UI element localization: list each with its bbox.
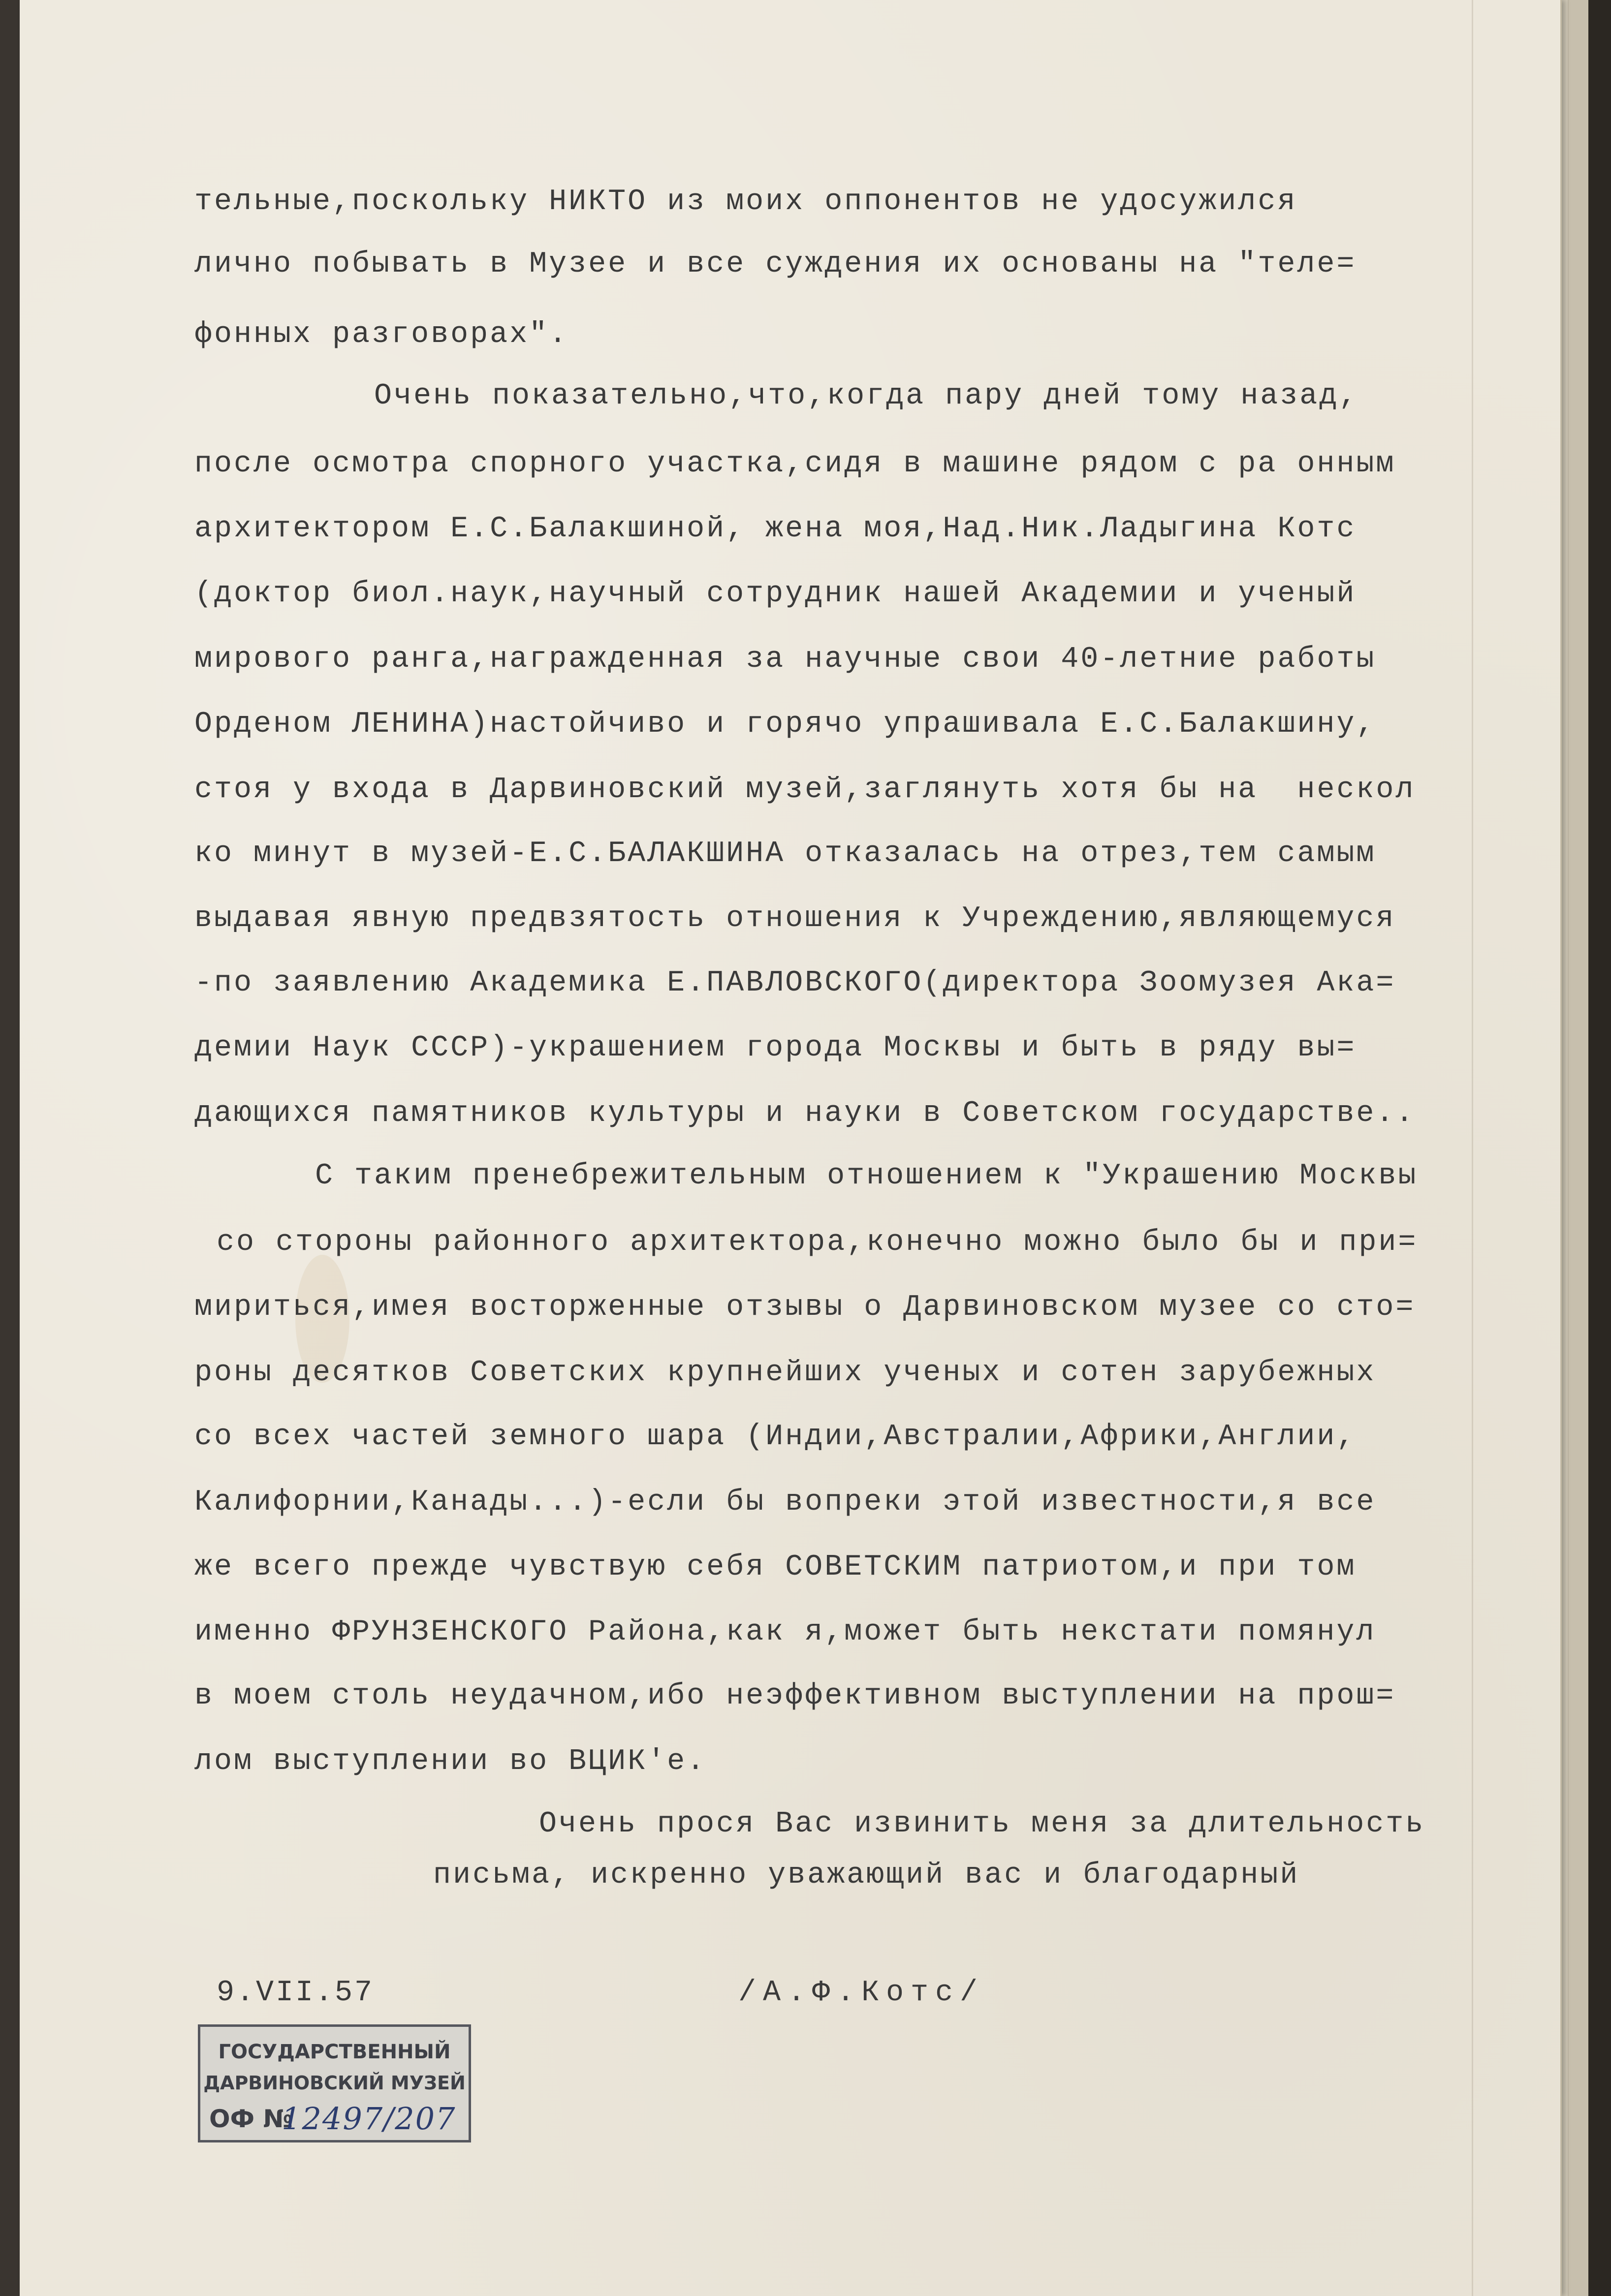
paper-fold: [1472, 0, 1473, 2296]
text-line: архитектором Е.С.Балакшиной, жена моя,Над.Ник.Ладыгина Котс: [194, 512, 1357, 546]
letter-date: 9.VII.57: [217, 1976, 375, 2010]
paragraph-start-line: Очень показательно,что,когда пару дней тому назад,: [374, 379, 1359, 413]
text-line: -по заявлению Академика Е.ПАВЛОВСКОГО(директора Зоомузея Ака=: [194, 966, 1396, 1000]
closing-line: Очень прося Вас извинить меня за длительность: [539, 1807, 1425, 1841]
closing-line: письма, искренно уважающий вас и благодарный: [433, 1859, 1300, 1892]
text-line: демии Наук СССР)-украшением города Москвы и быть в ряду вы=: [194, 1031, 1357, 1065]
text-line: со стороны районного архитектора,конечно можно было бы и при=: [217, 1226, 1418, 1259]
text-line: лом выступлении во ВЦИК'е.: [194, 1745, 707, 1778]
text-line: лично побывать в Музее и все суждения их основаны на "теле=: [194, 248, 1357, 281]
text-line: со всех частей земного шара (Индии,Австралии,Африки,Англии,: [194, 1420, 1357, 1454]
stamp-line-1: ГОСУДАРСТВЕННЫЙ: [218, 2041, 451, 2063]
text-line: фонных разговорах".: [194, 318, 569, 351]
text-line: в моем столь неудачном,ибо неэффективном выступлении на прош=: [194, 1679, 1396, 1713]
text-line: мириться,имея восторженные отзывы о Дарвиновском музее со сто=: [194, 1291, 1416, 1324]
text-line: же всего прежде чувствую себя СОВЕТСКИМ патриотом,и при том: [194, 1551, 1357, 1584]
text-line: выдавая явную предвзятость отношения к Учреждению,являющемуся: [194, 902, 1396, 935]
text-line: роны десятков Советских крупнейших ученых и сотен зарубежных: [194, 1356, 1376, 1390]
text-line: дающихся памятников культуры и науки в Советском государстве..: [194, 1097, 1416, 1130]
inventory-number: 12497/207: [282, 2101, 456, 2137]
text-line: Орденом ЛЕНИНА)настойчиво и горячо упрашивала Е.С.Балакшину,: [194, 708, 1376, 741]
text-line: после осмотра спорного участка,сидя в машине рядом с ра онным: [194, 447, 1396, 481]
text-line: Калифорнии,Канады...)-если бы вопреки этой известности,я все: [194, 1486, 1376, 1519]
text-line: (доктор биол.наук,научный сотрудник нашей Академии и ученый: [194, 577, 1357, 611]
stamp-prefix: ОФ №: [209, 2105, 293, 2133]
text-line: именно ФРУНЗЕНСКОГО Района,как я,может быть некстати помянул: [194, 1615, 1376, 1649]
museum-stamp: [198, 2024, 471, 2142]
text-line: мирового ранга,награжденная за научные свои 40-летние работы: [194, 643, 1376, 676]
stamp-line-2: ДАРВИНОВСКИЙ МУЗЕЙ: [203, 2072, 466, 2094]
text-line: стоя у входа в Дарвиновский музей,заглянуть хотя бы на нескол: [194, 773, 1416, 807]
text-line: ко минут в музей-Е.С.БАЛАКШИНА отказалась на отрез,тем самым: [194, 837, 1376, 870]
paper-stack-edge-inner: [1568, 0, 1588, 2296]
scan-left-border: [0, 0, 20, 2296]
paragraph-start-line: С таким пренебрежительным отношением к "Украшению Москвы: [315, 1159, 1418, 1193]
text-line: тельные,поскольку НИКТО из моих оппонентов не удосужился: [194, 185, 1297, 218]
signature: /А.Ф.Котс/: [738, 1976, 985, 2010]
